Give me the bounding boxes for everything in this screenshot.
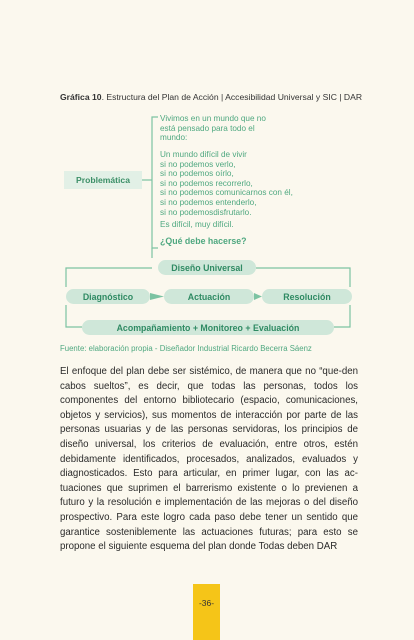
arrow-right-icon (254, 293, 262, 300)
list-line: si no podemos comunicarnos con él, (160, 188, 293, 198)
list-line: si no podemos entenderlo, (160, 197, 257, 207)
page-number: -36- (198, 598, 215, 608)
problem-box: Problemática (64, 171, 142, 189)
intro-line: Vivimos en un mundo que no (160, 114, 266, 123)
diagnosis-pill: Diagnóstico (66, 289, 150, 304)
intro-line: mundo: (160, 133, 188, 143)
follow-up-pill: Acompañamiento + Monitoreo + Evaluación (82, 320, 334, 335)
list-line: Un mundo difícil de vivir (160, 150, 247, 159)
resolution-pill: Resolución (262, 289, 352, 304)
list-line: si no podemos verlo, (160, 159, 236, 169)
question-text: ¿Qué debe hacerse? (160, 236, 247, 246)
universal-design-pill: Diseño Universal (158, 260, 256, 275)
action-pill: Actuación (164, 289, 254, 304)
list-line: si no podemos oírlo, (160, 169, 234, 179)
footer-band (193, 584, 220, 640)
body-paragraph-text: El enfoque del plan debe ser sistémico, de manera que no “que-den cabos sueltos”, es decir, que todas las personas, todos los componentes del entorno bibliotecario (espacio, comunicaciones, objetos y servicios), sus momentos de interacción por parte de las personas usuarias y de las personas servidoras, los principios de diseño universal, los criterios de evaluación, entre otros, estén debidamente identificados, procesados, analizados, evaluados y diagnosticados. Esto para articular, en primer lugar, con las ac-tuaciones que suprimen el barrerismo existente o lo previenen a futuro y la resolución e implementación de las mejoras o del diseño prospectivo. Para este logro cada paso debe tener un sentido que garantice sosteniblemente las actuaciones futuras; para esto se propone el siguiente esquema del plan donde Todas deben DAR (60, 366, 358, 553)
figure-source: Fuente: elaboración propia - Diseñador Industrial Ricardo Becerra Sáenz (60, 344, 312, 353)
difficult-text: Es difícil, muy difícil. (160, 220, 234, 229)
arrow-right-icon (150, 293, 164, 300)
list-line: si no podemosdisfrutarlo. (160, 207, 252, 217)
body-paragraph (60, 365, 358, 555)
list-line: si no podemos recorrerlo, (160, 178, 253, 188)
figure-caption-text: . Estructura del Plan de Acción | Accesibilidad Universal y SIC | DAR (101, 92, 363, 102)
figure-caption-label: Gráfica 10 (60, 92, 102, 102)
intro-line: está pensado para todo el (160, 123, 255, 133)
